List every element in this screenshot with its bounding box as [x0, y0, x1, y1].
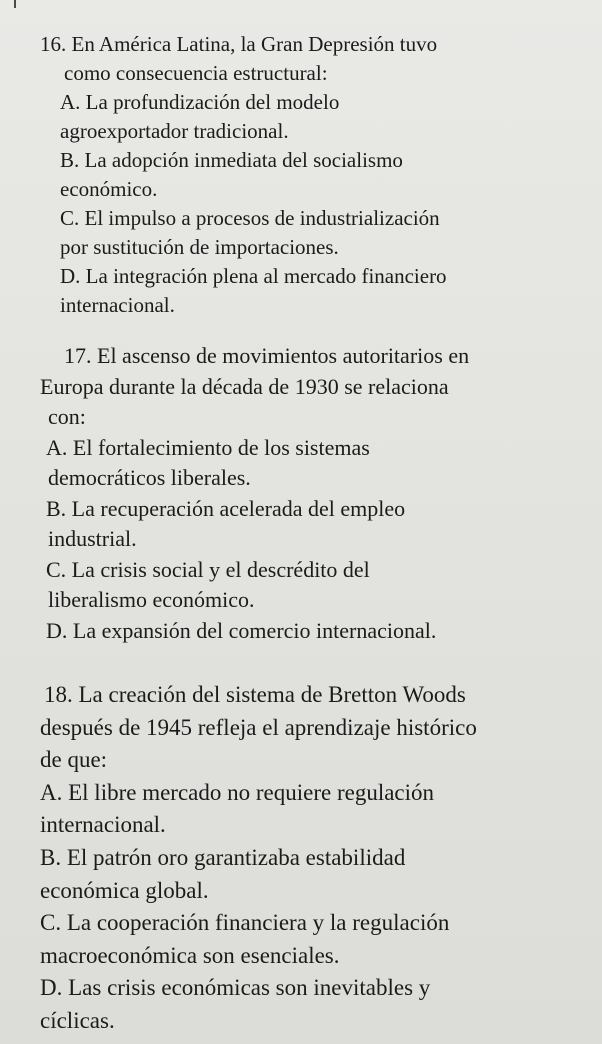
question-18 — [40, 679, 590, 1038]
question-16-option-b[interactable]: B. La adopción inmediata del socialismo — [60, 148, 403, 172]
question-16-option-d-continued: internacional. — [60, 293, 175, 317]
question-18-option-b-continued: económica global. — [40, 877, 209, 903]
question-18-stem-line-2: después de 1945 refleja el aprendizaje histórico — [40, 714, 477, 740]
question-17-option-a-continued: democráticos liberales. — [48, 465, 251, 490]
question-16-option-a[interactable]: A. La profundización del modelo — [60, 90, 340, 114]
question-18-option-a[interactable]: A. El libre mercado no requiere regulación — [40, 779, 435, 805]
question-16 — [40, 30, 590, 320]
question-18-option-d[interactable]: D. Las crisis económicas son inevitables y — [40, 975, 431, 1001]
question-16-option-b-continued: económico. — [60, 177, 158, 201]
question-17-stem-line-1: 17. El ascenso de movimientos autoritarios en — [64, 343, 470, 368]
question-16-option-c[interactable]: C. El impulso a procesos de industrialización — [60, 206, 440, 230]
question-17-option-d[interactable]: D. La expansión del comercio internacional. — [46, 617, 437, 643]
question-16-option-c-continued: por sustitución de importaciones. — [60, 235, 339, 259]
question-16-option-a-continued: agroexportador tradicional. — [60, 119, 289, 143]
question-17-option-b-continued: industrial. — [48, 526, 137, 551]
question-16-stem-line-1: 16. En América Latina, la Gran Depresión tuvo — [40, 32, 438, 56]
question-17 — [40, 341, 590, 646]
question-18-option-a-continued: internacional. — [40, 812, 166, 838]
question-17-option-b[interactable]: B. La recuperación acelerada del empleo — [46, 495, 406, 521]
question-18-option-c-continued: macroeconómica son esenciales. — [40, 942, 340, 968]
question-16-option-d[interactable]: D. La integración plena al mercado financiero — [60, 264, 447, 288]
question-18-option-b[interactable]: B. El patrón oro garantizaba estabilidad — [40, 844, 406, 870]
question-17-option-c-continued: liberalismo económico. — [48, 587, 255, 612]
question-16-stem-line-2: como consecuencia estructural: — [64, 61, 328, 85]
question-17-stem-line-3: con: — [48, 404, 86, 429]
question-17-option-a[interactable]: A. El fortalecimiento de los sistemas — [46, 434, 370, 460]
page-edge-mark — [14, 0, 16, 8]
question-18-option-d-continued: cíclicas. — [40, 1007, 115, 1033]
question-17-option-c[interactable]: C. La crisis social y el descrédito del — [46, 556, 370, 582]
question-18-option-c[interactable]: C. La cooperación financiera y la regulación — [40, 910, 450, 936]
question-17-stem-line-2: Europa durante la década de 1930 se relaciona — [40, 373, 449, 399]
question-18-stem-line-1: 18. La creación del sistema de Bretton Woods — [44, 682, 466, 707]
question-18-stem-line-3: de que: — [40, 747, 108, 773]
